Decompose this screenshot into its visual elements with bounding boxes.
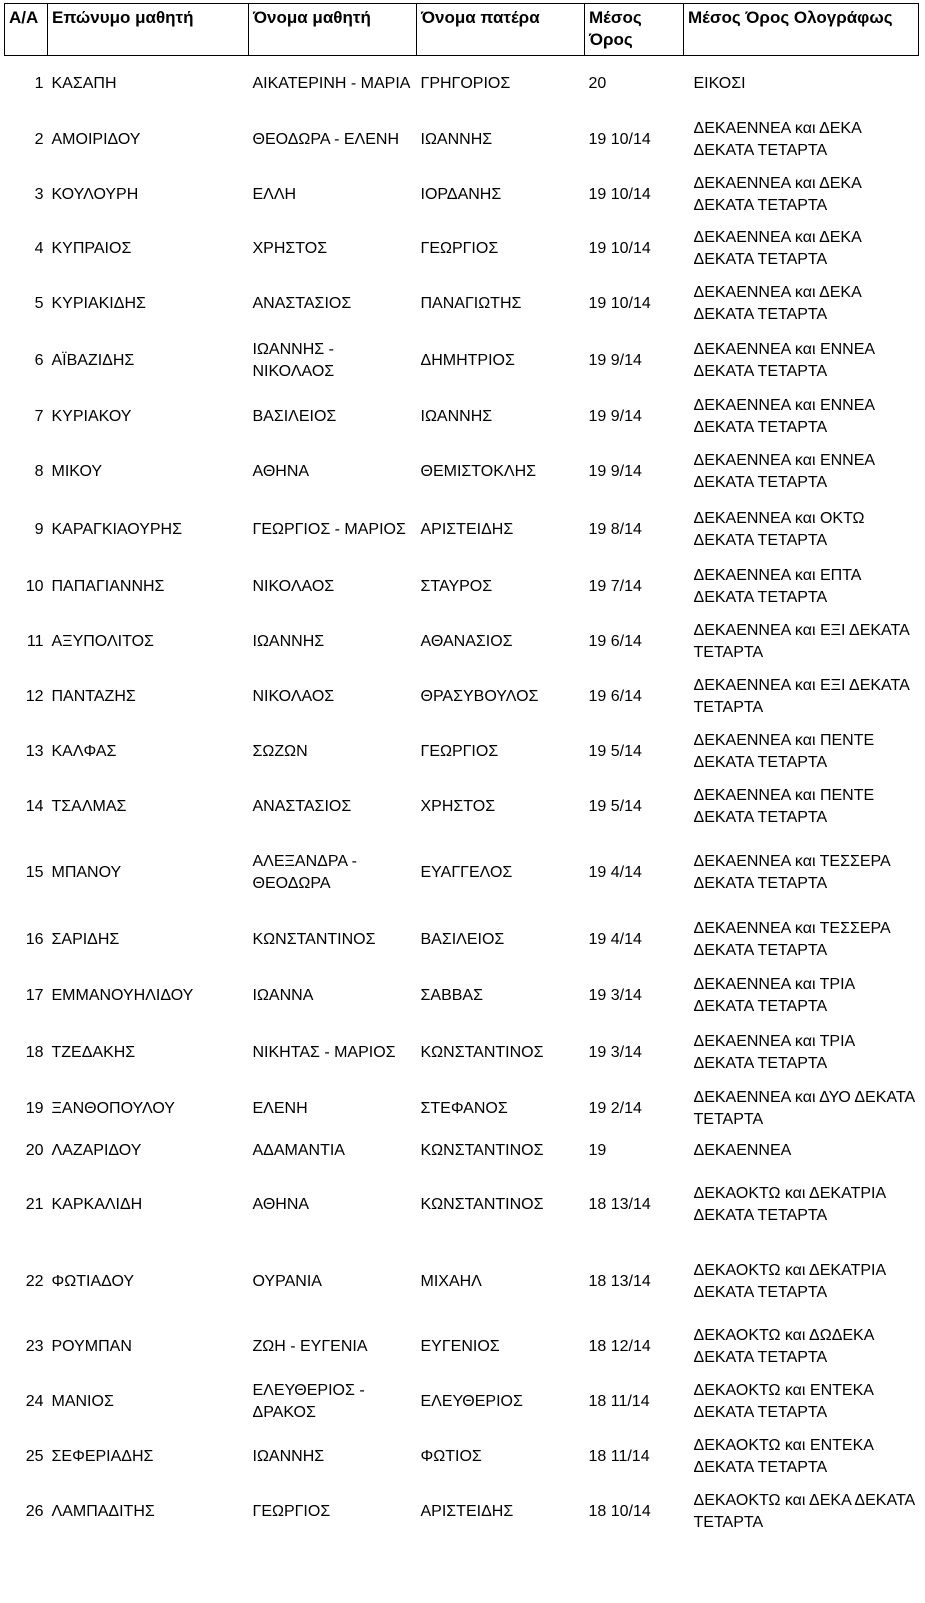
- header-aa: Α/Α: [5, 4, 48, 56]
- cell-surname: ΚΑΛΦΑΣ: [51, 742, 117, 760]
- cell-father: ΕΛΕΥΘΕΡΙΟΣ: [420, 1392, 523, 1410]
- header-average: Μέσος Όρος: [585, 4, 684, 56]
- cell-average: 19: [588, 1141, 607, 1159]
- cell-firstname: ΣΩΖΩΝ: [252, 742, 308, 760]
- cell-father: ΣΑΒΒΑΣ: [420, 986, 483, 1004]
- table-row: [5, 1082, 919, 1136]
- cell-aa: 14: [25, 797, 44, 815]
- cell-average: 18 12/14: [588, 1337, 651, 1355]
- cell-father: ΙΩΑΝΝΗΣ: [420, 407, 493, 425]
- header-surname: Επώνυμο μαθητή: [48, 4, 249, 56]
- cell-average: 19 8/14: [588, 520, 642, 538]
- cell-average: 18 13/14: [588, 1195, 651, 1213]
- cell-firstname: ΑΛΕΞΑΝΔΡΑ - ΘΕΟΔΩΡΑ: [252, 852, 357, 892]
- cell-surname: ΣΕΦΕΡΙΑΔΗΣ: [51, 1447, 154, 1465]
- table-row: [5, 168, 919, 222]
- cell-average-words: ΔΕΚΑΟΚΤΩ και ΔΕΚΑ ΔΕΚΑΤΑ ΤΕΤΑΡΤΑ: [693, 1492, 915, 1531]
- cell-father: ΣΤΕΦΑΝΟΣ: [420, 1099, 508, 1117]
- header-row: [5, 4, 919, 56]
- cell-aa: 1: [34, 74, 44, 92]
- cell-father: ΑΡΙΣΤΕΙΔΗΣ: [420, 520, 514, 538]
- cell-average-words: ΔΕΚΑΕΝΝΕΑ και ΕΝΝΕΑ ΔΕΚΑΤΑ ΤΕΤΑΡΤΑ: [693, 340, 875, 380]
- cell-aa: 9: [34, 520, 44, 538]
- cell-firstname: ΑΙΚΑΤΕΡΙΝΗ - ΜΑΡΙΑ: [252, 74, 411, 92]
- cell-average-words: ΔΕΚΑΕΝΝΕΑ και ΔΕΚΑ ΔΕΚΑΤΑ ΤΕΤΑΡΤΑ: [693, 283, 861, 323]
- cell-surname: ΑΞΥΠΟΛΙΤΟΣ: [51, 632, 154, 650]
- cell-father: ΒΑΣΙΛΕΙΟΣ: [420, 930, 505, 948]
- header-father: Όνομα πατέρα: [417, 4, 585, 56]
- cell-surname: ΚΥΡΙΑΚΟΥ: [51, 407, 132, 425]
- cell-firstname: ΝΙΚΟΛΑΟΣ: [252, 687, 335, 705]
- cell-aa: 23: [25, 1337, 44, 1355]
- cell-aa: 8: [34, 462, 44, 480]
- cell-average: 19 7/14: [588, 577, 642, 595]
- cell-surname: ΚΥΠΡΑΙΟΣ: [51, 239, 132, 257]
- cell-aa: 26: [25, 1503, 44, 1520]
- cell-aa: 3: [34, 185, 44, 203]
- cell-average-words: ΔΕΚΑΕΝΝΕΑ και ΕΞΙ ΔΕΚΑΤΑ ΤΕΤΑΡΤΑ: [693, 676, 909, 716]
- cell-firstname: ΖΩΗ - ΕΥΓΕΝΙΑ: [252, 1337, 368, 1355]
- cell-average: 19 3/14: [588, 1043, 642, 1061]
- cell-firstname: ΘΕΟΔΩΡΑ - ΕΛΕΝΗ: [252, 130, 400, 148]
- cell-surname: ΚΑΣΑΠΗ: [51, 74, 117, 92]
- cell-father: ΕΥΑΓΓΕΛΟΣ: [420, 863, 513, 881]
- cell-average-words: ΔΕΚΑΕΝΝΕΑ και ΕΝΝΕΑ ΔΕΚΑΤΑ ΤΕΤΑΡΤΑ: [693, 451, 875, 491]
- cell-aa: 25: [25, 1447, 44, 1465]
- table-row: [5, 276, 919, 332]
- cell-average-words: ΔΕΚΑΟΚΤΩ και ΔΕΚΑΤΡΙΑ ΔΕΚΑΤΑ ΤΕΤΑΡΤΑ: [693, 1261, 886, 1301]
- cell-average: 18 11/14: [588, 1447, 650, 1465]
- table-row: [5, 560, 919, 614]
- cell-father: ΜΙΧΑΗΛ: [420, 1272, 482, 1290]
- cell-average-words: ΔΕΚΑΕΝΝΕΑ και ΔΕΚΑ ΔΕΚΑΤΑ ΤΕΤΑΡΤΑ: [693, 228, 861, 268]
- table-row: [5, 1166, 919, 1244]
- cell-father: ΚΩΝΣΤΑΝΤΙΝΟΣ: [420, 1043, 544, 1061]
- cell-firstname: ΚΩΝΣΤΑΝΤΙΝΟΣ: [252, 930, 376, 948]
- cell-firstname: ΑΘΗΝΑ: [252, 462, 310, 480]
- cell-average: 18 11/14: [588, 1392, 650, 1410]
- cell-average-words: ΔΕΚΑΕΝΝΕΑ και ΟΚΤΩ ΔΕΚΑΤΑ ΤΕΤΑΡΤΑ: [693, 509, 865, 549]
- cell-firstname: ΙΩΑΝΝΗΣ - ΝΙΚΟΛΑΟΣ: [252, 340, 335, 380]
- table-row: [5, 614, 919, 670]
- cell-aa: 13: [25, 742, 44, 760]
- cell-average-words: ΔΕΚΑΕΝΝΕΑ: [693, 1141, 792, 1159]
- cell-average-words: ΔΕΚΑΕΝΝΕΑ και ΕΠΤΑ ΔΕΚΑΤΑ ΤΕΤΑΡΤΑ: [693, 566, 861, 606]
- cell-average-words: ΔΕΚΑΟΚΤΩ και ΕΝΤΕΚΑ ΔΕΚΑΤΑ ΤΕΤΑΡΤΑ: [693, 1436, 874, 1476]
- cell-firstname: ΓΕΩΡΓΙΟΣ - ΜΑΡΙΟΣ: [252, 520, 406, 538]
- cell-surname: ΤΖΕΔΑΚΗΣ: [51, 1043, 136, 1061]
- cell-aa: 5: [34, 294, 44, 312]
- cell-aa: 11: [26, 632, 44, 650]
- table-row: [5, 222, 919, 276]
- cell-average: 19 10/14: [588, 294, 651, 312]
- table-row: [5, 332, 919, 390]
- cell-father: ΙΩΑΝΝΗΣ: [420, 130, 493, 148]
- cell-surname: ΚΥΡΙΑΚΙΔΗΣ: [51, 294, 146, 312]
- cell-surname: ΠΑΠΑΓΙΑΝΝΗΣ: [51, 577, 165, 595]
- cell-aa: 18: [25, 1043, 44, 1061]
- cell-firstname: ΑΘΗΝΑ: [252, 1195, 310, 1213]
- table-row: [5, 1244, 919, 1320]
- cell-average-words: ΔΕΚΑΕΝΝΕΑ και ΔΕΚΑ ΔΕΚΑΤΑ ΤΕΤΑΡΤΑ: [693, 119, 861, 159]
- cell-average: 20: [588, 74, 607, 92]
- cell-surname: ΜΙΚΟΥ: [51, 462, 103, 480]
- cell-average-words: ΔΕΚΑΕΝΝΕΑ και ΔΕΚΑ ΔΕΚΑΤΑ ΤΕΤΑΡΤΑ: [693, 174, 861, 214]
- table-row: [5, 1136, 919, 1166]
- table-row: [5, 834, 919, 912]
- cell-surname: ΛΑΜΠΑΔΙΤΗΣ: [51, 1503, 155, 1520]
- table-row: [5, 56, 919, 112]
- cell-firstname: ΕΛΛΗ: [252, 185, 297, 203]
- cell-father: ΧΡΗΣΤΟΣ: [420, 797, 496, 815]
- cell-firstname: ΝΙΚΗΤΑΣ - ΜΑΡΙΟΣ: [252, 1043, 396, 1061]
- table-row: [5, 724, 919, 780]
- cell-firstname: ΝΙΚΟΛΑΟΣ: [252, 577, 335, 595]
- cell-surname: ΚΟΥΛΟΥΡΗ: [51, 185, 139, 203]
- cell-surname: ΛΑΖΑΡΙΔΟΥ: [51, 1141, 142, 1159]
- cell-average-words: ΔΕΚΑΟΚΤΩ και ΔΩΔΕΚΑ ΔΕΚΑΤΑ ΤΕΤΑΡΤΑ: [693, 1326, 874, 1366]
- cell-firstname: ΓΕΩΡΓΙΟΣ: [252, 1503, 331, 1520]
- cell-average-words: ΕΙΚΟΣΙ: [693, 74, 746, 92]
- cell-average: 19 4/14: [588, 930, 642, 948]
- cell-father: ΦΩΤΙΟΣ: [420, 1447, 482, 1465]
- cell-aa: 4: [34, 239, 44, 257]
- table-row: [5, 112, 919, 168]
- cell-aa: 15: [25, 863, 44, 881]
- cell-aa: 12: [25, 687, 44, 705]
- cell-surname: ΜΠΑΝΟΥ: [51, 863, 122, 881]
- cell-surname: ΚΑΡΑΓΚΙΑΟΥΡΗΣ: [51, 520, 182, 538]
- cell-surname: ΤΣΑΛΜΑΣ: [51, 797, 127, 815]
- grades-table: [4, 3, 919, 1541]
- cell-average: 19 6/14: [588, 632, 642, 650]
- cell-average: 19 3/14: [588, 986, 642, 1004]
- cell-average: 19 4/14: [588, 863, 642, 881]
- cell-father: ΓΡΗΓΟΡΙΟΣ: [420, 74, 511, 92]
- cell-firstname: ΑΝΑΣΤΑΣΙΟΣ: [252, 797, 352, 815]
- cell-average-words: ΔΕΚΑΟΚΤΩ και ΕΝΤΕΚΑ ΔΕΚΑΤΑ ΤΕΤΑΡΤΑ: [693, 1381, 874, 1421]
- table-body: [5, 56, 919, 1541]
- cell-firstname: ΧΡΗΣΤΟΣ: [252, 239, 328, 257]
- cell-firstname: ΟΥΡΑΝΙΑ: [252, 1272, 322, 1290]
- cell-aa: 22: [25, 1272, 44, 1290]
- table-row: [5, 968, 919, 1024]
- table-row: [5, 670, 919, 724]
- cell-average: 19 10/14: [588, 239, 651, 257]
- cell-average-words: ΔΕΚΑΕΝΝΕΑ και ΠΕΝΤΕ ΔΕΚΑΤΑ ΤΕΤΑΡΤΑ: [693, 786, 875, 826]
- cell-average: 19 10/14: [588, 185, 651, 203]
- cell-average: 19 9/14: [588, 462, 642, 480]
- cell-firstname: ΕΛΕΥΘΕΡΙΟΣ - ΔΡΑΚΟΣ: [252, 1381, 365, 1421]
- cell-surname: ΚΑΡΚΑΛΙΔΗ: [51, 1195, 143, 1213]
- cell-surname: ΞΑΝΘΟΠΟΥΛΟΥ: [51, 1099, 175, 1117]
- cell-average: 19 9/14: [588, 351, 642, 369]
- cell-average: 19 10/14: [588, 130, 651, 148]
- cell-average: 18 13/14: [588, 1272, 651, 1290]
- cell-father: ΕΥΓΕΝΙΟΣ: [420, 1337, 500, 1355]
- table-row: [5, 1024, 919, 1082]
- cell-average: 19 2/14: [588, 1099, 642, 1117]
- cell-average-words: ΔΕΚΑΕΝΝΕΑ και ΤΡΙΑ ΔΕΚΑΤΑ ΤΕΤΑΡΤΑ: [693, 1032, 855, 1072]
- cell-firstname: ΕΛΕΝΗ: [252, 1099, 308, 1117]
- cell-father: ΔΗΜΗΤΡΙΟΣ: [420, 351, 515, 369]
- cell-surname: ΕΜΜΑΝΟΥΗΛΙΔΟΥ: [51, 986, 194, 1004]
- cell-average-words: ΔΕΚΑΕΝΝΕΑ και ΤΕΣΣΕΡΑ ΔΕΚΑΤΑ ΤΕΤΑΡΤΑ: [693, 919, 890, 959]
- cell-average-words: ΔΕΚΑΕΝΝΕΑ και ΤΡΙΑ ΔΕΚΑΤΑ ΤΕΤΑΡΤΑ: [693, 975, 855, 1015]
- cell-surname: ΦΩΤΙΑΔΟΥ: [51, 1272, 135, 1290]
- cell-aa: 10: [25, 577, 44, 595]
- cell-aa: 19: [25, 1099, 44, 1117]
- cell-aa: 2: [34, 130, 44, 148]
- table-row: [5, 912, 919, 968]
- cell-father: ΑΘΑΝΑΣΙΟΣ: [420, 632, 513, 650]
- cell-father: ΚΩΝΣΤΑΝΤΙΝΟΣ: [420, 1195, 544, 1213]
- header-firstname: Όνομα μαθητή: [249, 4, 417, 56]
- cell-aa: 7: [34, 407, 44, 425]
- cell-firstname: ΙΩΑΝΝΗΣ: [252, 632, 325, 650]
- table-row: [5, 780, 919, 834]
- cell-father: ΣΤΑΥΡΟΣ: [420, 577, 493, 595]
- table-row: [5, 390, 919, 444]
- table-header: [5, 4, 919, 56]
- cell-firstname: ΙΩΑΝΝΑ: [252, 986, 314, 1004]
- cell-average-words: ΔΕΚΑΕΝΝΕΑ και ΕΝΝΕΑ ΔΕΚΑΤΑ ΤΕΤΑΡΤΑ: [693, 396, 875, 436]
- cell-surname: ΑΜΟΙΡΙΔΟΥ: [51, 130, 141, 148]
- cell-surname: ΣΑΡΙΔΗΣ: [51, 930, 120, 948]
- table-row: [5, 500, 919, 560]
- cell-aa: 6: [34, 351, 44, 369]
- cell-father: ΘΕΜΙΣΤΟΚΛΗΣ: [420, 462, 537, 480]
- cell-aa: 21: [25, 1195, 44, 1213]
- cell-firstname: ΒΑΣΙΛΕΙΟΣ: [252, 407, 337, 425]
- cell-father: ΑΡΙΣΤΕΙΔΗΣ: [420, 1503, 514, 1520]
- cell-father: ΠΑΝΑΓΙΩΤΗΣ: [420, 294, 522, 312]
- table-row: [5, 444, 919, 500]
- cell-father: ΘΡΑΣΥΒΟΥΛΟΣ: [420, 687, 539, 705]
- cell-average-words: ΔΕΚΑΕΝΝΕΑ και ΔΥΟ ΔΕΚΑΤΑ ΤΕΤΑΡΤΑ: [693, 1088, 915, 1128]
- cell-average-words: ΔΕΚΑΕΝΝΕΑ και ΠΕΝΤΕ ΔΕΚΑΤΑ ΤΕΤΑΡΤΑ: [693, 731, 875, 771]
- table-row: [5, 1484, 919, 1541]
- cell-average: 19 6/14: [588, 687, 642, 705]
- cell-surname: ΠΑΝΤΑΖΗΣ: [51, 687, 136, 705]
- cell-average: 18 10/14: [588, 1503, 651, 1520]
- cell-firstname: ΙΩΑΝΝΗΣ: [252, 1447, 325, 1465]
- cell-average-words: ΔΕΚΑΟΚΤΩ και ΔΕΚΑΤΡΙΑ ΔΕΚΑΤΑ ΤΕΤΑΡΤΑ: [693, 1184, 886, 1224]
- table-row: [5, 1320, 919, 1374]
- table-row: [5, 1430, 919, 1484]
- header-average-words: Μέσος Όρος Ολογράφως: [684, 4, 919, 56]
- cell-aa: 20: [25, 1141, 44, 1159]
- cell-father: ΓΕΩΡΓΙΟΣ: [420, 742, 499, 760]
- cell-aa: 24: [25, 1392, 44, 1410]
- cell-aa: 16: [25, 930, 44, 948]
- table-row: [5, 1374, 919, 1430]
- cell-father: ΚΩΝΣΤΑΝΤΙΝΟΣ: [420, 1141, 544, 1159]
- cell-average: 19 5/14: [588, 742, 642, 760]
- cell-average: 19 5/14: [588, 797, 642, 815]
- cell-aa: 17: [25, 986, 44, 1004]
- cell-average: 19 9/14: [588, 407, 642, 425]
- cell-surname: ΡΟΥΜΠΑΝ: [51, 1337, 132, 1355]
- cell-surname: ΜΑΝΙΟΣ: [51, 1392, 114, 1410]
- cell-average-words: ΔΕΚΑΕΝΝΕΑ και ΤΕΣΣΕΡΑ ΔΕΚΑΤΑ ΤΕΤΑΡΤΑ: [693, 852, 890, 892]
- cell-average-words: ΔΕΚΑΕΝΝΕΑ και ΕΞΙ ΔΕΚΑΤΑ ΤΕΤΑΡΤΑ: [693, 621, 909, 661]
- cell-surname: ΑΪΒΑΖΙΔΗΣ: [51, 351, 135, 369]
- cell-father: ΙΟΡΔΑΝΗΣ: [420, 185, 502, 203]
- cell-father: ΓΕΩΡΓΙΟΣ: [420, 239, 499, 257]
- cell-firstname: ΑΔΑΜΑΝΤΙΑ: [252, 1141, 345, 1159]
- cell-firstname: ΑΝΑΣΤΑΣΙΟΣ: [252, 294, 352, 312]
